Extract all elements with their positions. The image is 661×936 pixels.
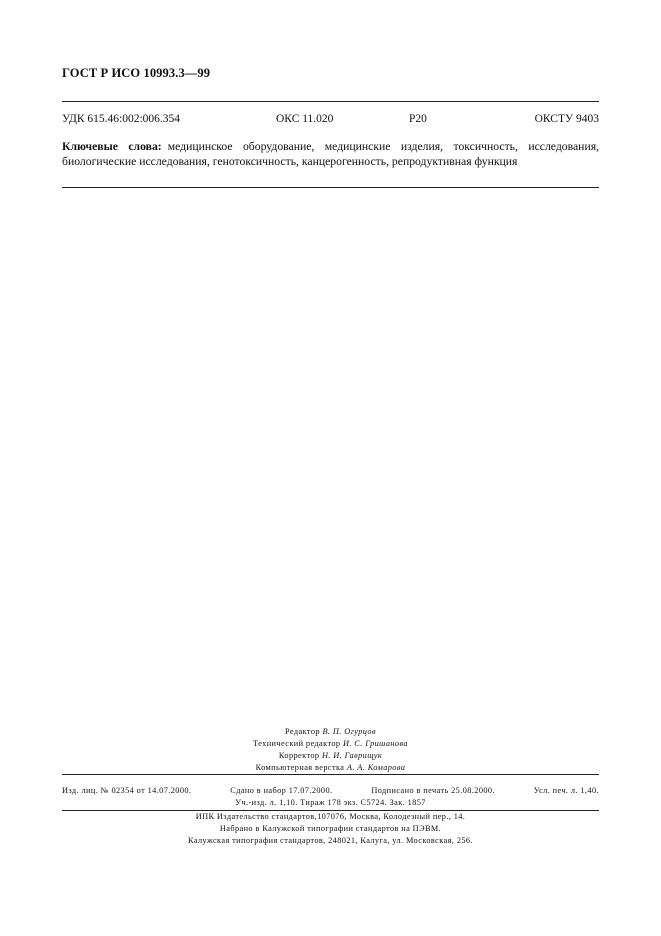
credit-person: И. С. Гришанова bbox=[342, 739, 408, 748]
credit-person: Н. И. Гаврищук bbox=[321, 751, 383, 760]
oks-code: ОКС 11.020 bbox=[276, 113, 334, 125]
credit-role: Компьютерная верстка bbox=[255, 763, 345, 772]
group-code: Р20 bbox=[409, 113, 427, 125]
classification-row bbox=[62, 113, 599, 129]
print-info-divider bbox=[62, 774, 599, 775]
publisher-line: ИПК Издательство стандартов,107076, Москва, Колодезный пер., 14. bbox=[195, 812, 466, 821]
edition-info: Уч.-изд. л. 1,10. Тираж 178 экз. С5724. Зак. 1857 bbox=[235, 798, 426, 807]
document-title: ГОСТ Р ИСО 10993.3—99 bbox=[62, 66, 211, 80]
keywords-divider bbox=[62, 187, 599, 188]
credit-line bbox=[62, 726, 599, 738]
credit-line bbox=[62, 738, 599, 750]
credits-block bbox=[62, 726, 599, 774]
keywords-label: Ключевые слова: bbox=[62, 140, 162, 153]
credit-line bbox=[62, 762, 599, 774]
keywords-text: медицинское оборудование, медицинские изделия, токсичность, исследования, биологические исследования, генотоксичность, канцерогенность, репродуктивная функция bbox=[62, 140, 599, 168]
keywords-paragraph bbox=[62, 140, 599, 169]
okstu-code: ОКСТУ 9403 bbox=[534, 113, 599, 125]
udk-code: УДК 615.46:002:006.354 bbox=[62, 113, 181, 125]
credit-role: Технический редактор bbox=[253, 739, 341, 748]
typeset-date: Сдано в набор 17.07.2000. bbox=[230, 786, 333, 795]
license-info: Изд. лиц. № 02354 от 14.07.2000. bbox=[62, 786, 192, 795]
credit-role: Редактор bbox=[285, 727, 320, 736]
credit-person: А. А. Комарова bbox=[346, 763, 406, 772]
credit-role: Корректор bbox=[278, 751, 320, 760]
signed-date: Подписано в печать 25.08.2000. bbox=[371, 786, 495, 795]
credit-line bbox=[62, 750, 599, 762]
publisher-line: Калужская типография стандартов, 248021, Калуга, ул. Московская, 256. bbox=[188, 836, 473, 845]
print-info-block bbox=[62, 785, 599, 809]
print-sheets: Усл. печ. л. 1,40. bbox=[533, 786, 599, 795]
publisher-line: Набрано в Калужской типографии стандартов на ПЭВМ. bbox=[219, 824, 442, 833]
top-divider bbox=[62, 101, 599, 102]
publisher-block bbox=[62, 811, 599, 847]
credit-person: В. П. Огурцов bbox=[322, 727, 376, 736]
print-info-line bbox=[62, 785, 599, 797]
